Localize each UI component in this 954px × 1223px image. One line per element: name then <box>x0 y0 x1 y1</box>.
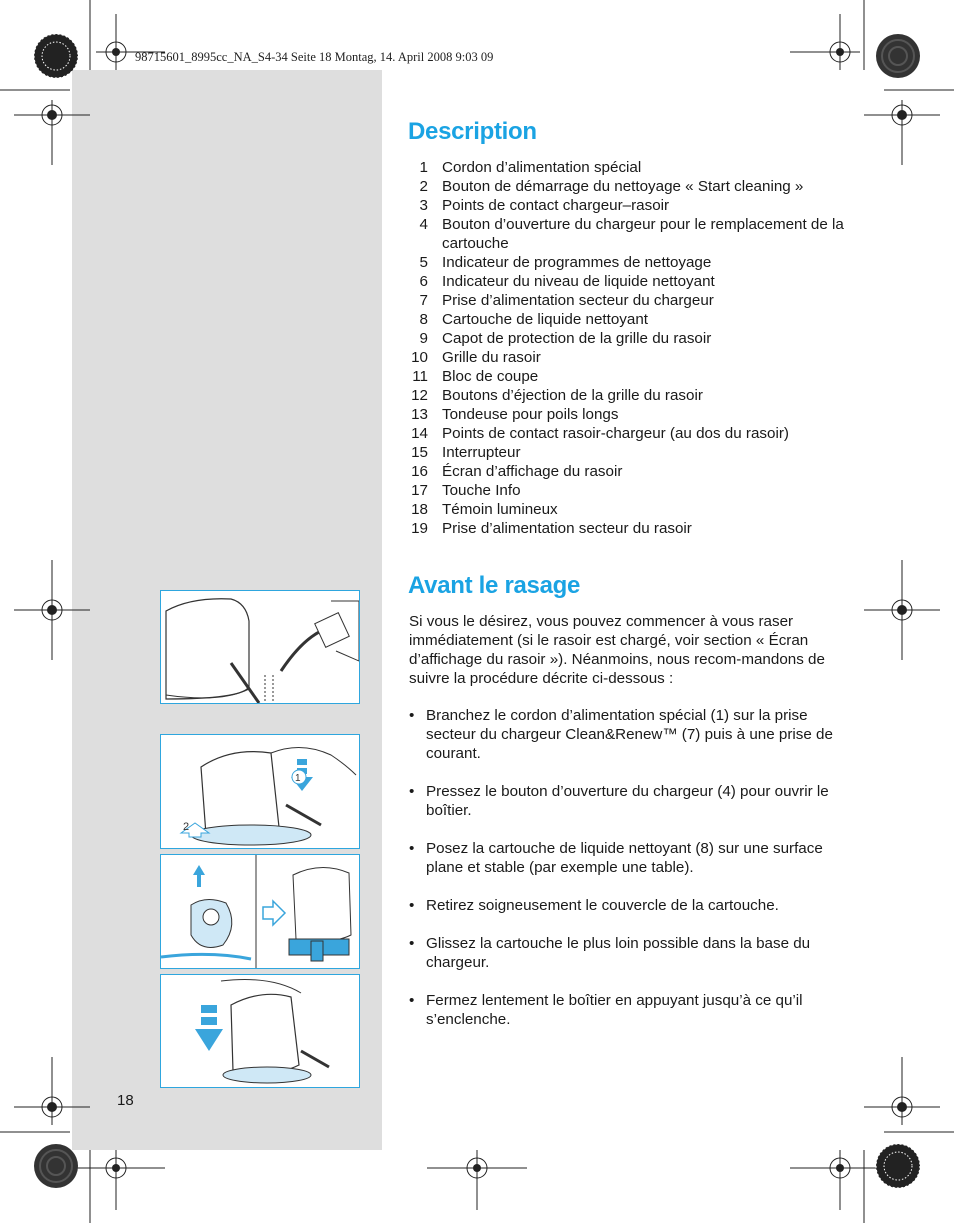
avant-le-rasage-heading: Avant le rasage <box>408 572 581 599</box>
part-item <box>405 291 850 310</box>
part-item <box>405 215 850 253</box>
part-number: 13 <box>411 406 428 423</box>
instruction-text: Branchez le cordon d’alimentation spécial (1) sur la prise secteur du chargeur Clean&Renew™ (7) puis à une prise de courant. <box>426 707 833 762</box>
part-label: Prise d’alimentation secteur du chargeur <box>442 292 714 309</box>
page-number: 18 <box>117 1092 134 1109</box>
part-label: Points de contact rasoir-chargeur (au dos du rasoir) <box>442 425 789 442</box>
instruction-text: Posez la cartouche de liquide nettoyant (8) sur une surface plane et stable (par exemple une table). <box>426 840 823 876</box>
part-item <box>405 424 850 443</box>
instruction-list <box>409 706 849 1048</box>
instruction-item <box>409 991 849 1029</box>
part-item <box>405 253 850 272</box>
part-number: 15 <box>411 444 428 461</box>
part-label: Indicateur du niveau de liquide nettoyant <box>442 273 715 290</box>
part-label: Grille du rasoir <box>442 349 541 366</box>
part-item <box>405 272 850 291</box>
part-number: 18 <box>411 501 428 518</box>
instruction-text: Pressez le bouton d’ouverture du chargeur (4) pour ouvrir le boîtier. <box>426 783 829 819</box>
part-number: 1 <box>419 159 428 176</box>
part-number: 7 <box>419 292 428 309</box>
part-item <box>405 405 850 424</box>
part-label: Indicateur de programmes de nettoyage <box>442 254 712 271</box>
part-number: 14 <box>411 425 428 442</box>
bullet-icon: • <box>409 992 415 1009</box>
part-item <box>405 329 850 348</box>
description-heading: Description <box>408 118 537 145</box>
part-label: Bouton de démarrage du nettoyage « Start cleaning » <box>442 178 804 195</box>
part-item <box>405 367 850 386</box>
part-number: 16 <box>411 463 428 480</box>
instruction-item <box>409 839 849 877</box>
step-label-1: 1 <box>295 773 301 784</box>
part-item <box>405 196 850 215</box>
instruction-item <box>409 706 849 763</box>
part-item <box>405 177 850 196</box>
part-number: 8 <box>419 311 428 328</box>
part-item <box>405 500 850 519</box>
part-label: Écran d’affichage du rasoir <box>442 463 623 480</box>
part-label: Prise d’alimentation secteur du rasoir <box>442 520 692 537</box>
part-number: 3 <box>419 197 428 214</box>
instruction-item <box>409 782 849 820</box>
step-label-2: 2 <box>183 821 190 833</box>
part-item <box>405 348 850 367</box>
part-number: 9 <box>419 330 428 347</box>
instruction-item <box>409 896 849 915</box>
part-item <box>405 519 850 538</box>
part-item <box>405 310 850 329</box>
part-number: 6 <box>419 273 428 290</box>
bullet-icon: • <box>409 897 415 914</box>
part-item <box>405 462 850 481</box>
illustration-close-charger <box>160 974 360 1088</box>
instruction-text: Glissez la cartouche le plus loin possible dans la base du chargeur. <box>426 935 811 971</box>
bullet-icon: • <box>409 935 415 952</box>
bullet-icon: • <box>409 707 415 724</box>
part-label: Tondeuse pour poils longs <box>442 406 619 423</box>
illustration-cartridge <box>160 854 360 969</box>
illustration-open-charger <box>160 734 360 849</box>
part-item <box>405 481 850 500</box>
bullet-icon: • <box>409 840 415 857</box>
intro-paragraph: Si vous le désirez, vous pouvez commencer à vous raser immédiatement (si le rasoir est chargé, voir section « Écran d’affichage du rasoir »). Néanmoins, nous recom-mandons de suivre la procédure décrite ci-dessous : <box>409 613 825 687</box>
part-label: Témoin lumineux <box>442 501 558 518</box>
parts-list <box>405 158 850 538</box>
part-label: Cartouche de liquide nettoyant <box>442 311 649 328</box>
part-number: 2 <box>419 178 428 195</box>
part-label: Bouton d’ouverture du chargeur pour le remplacement de la cartouche <box>442 216 844 252</box>
part-item <box>405 158 850 177</box>
instruction-text: Fermez lentement le boîtier en appuyant jusqu’à ce qu’il s’enclenche. <box>426 992 803 1028</box>
part-label: Cordon d’alimentation spécial <box>442 159 642 176</box>
part-label: Boutons d’éjection de la grille du rasoir <box>442 387 703 404</box>
bullet-icon: • <box>409 783 415 800</box>
part-item <box>405 386 850 405</box>
part-number: 12 <box>411 387 428 404</box>
part-item <box>405 443 850 462</box>
part-label: Touche Info <box>442 482 521 499</box>
part-label: Capot de protection de la grille du rasoir <box>442 330 712 347</box>
print-slug: 98715601_8995cc_NA_S4-34 Seite 18 Montag, 14. April 2008 9:03 09 <box>135 50 494 64</box>
part-number: 17 <box>411 482 428 499</box>
instruction-item <box>409 934 849 972</box>
part-label: Interrupteur <box>442 444 521 461</box>
part-number: 10 <box>411 349 428 366</box>
illustration-plug-cord <box>160 590 360 704</box>
instruction-text: Retirez soigneusement le couvercle de la cartouche. <box>426 897 779 914</box>
part-label: Points de contact chargeur–rasoir <box>442 197 670 214</box>
part-label: Bloc de coupe <box>442 368 539 385</box>
part-number: 5 <box>419 254 428 271</box>
part-number: 4 <box>419 216 428 233</box>
part-number: 19 <box>411 520 428 537</box>
part-number: 11 <box>412 368 428 385</box>
